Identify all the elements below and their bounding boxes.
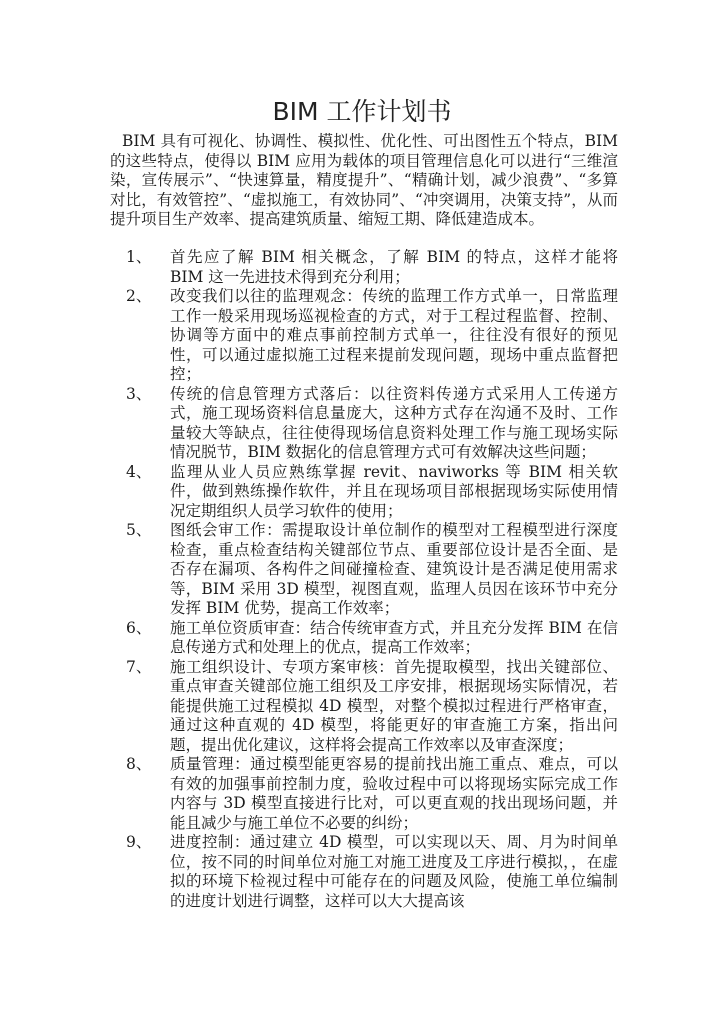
list-item xyxy=(110,385,618,463)
list-item-text: 图纸会审工作：需提取设计单位制作的模型对工程模型进行深度检查，重点检查结构关键部位节点、重要部位设计是否全面、是否存在漏项、各构件之间碰撞检查、建筑设计是否满足使用需求等，BIM 采用 3D 模型，视图直观，监理人员因在该环节中充分发挥 BIM 优势，提高工作效率； xyxy=(170,521,618,617)
list-item-number: 8、 xyxy=(126,755,152,773)
list-item-number: 6、 xyxy=(126,618,152,637)
list-item xyxy=(110,755,618,833)
list-item-text: 进度控制：通过建立 4D 模型，可以实现以天、周、月为时间单位，按不同的时间单位对施工对施工进度及工序进行模拟，，在虚拟的环境下检视过程中可能存在的问题及风险，使施工单位编制的进度计划进行调整，这样可以大大提高该 xyxy=(170,833,618,910)
list-item-text: 传统的信息管理方式落后：以往资料传递方式采用人工传递方式，施工现场资料信息量庞大，这种方式存在沟通不及时、工作量较大等缺点，往往使得现场信息资料处理工作与施工现场实际情况脱节，BIM 数据化的信息管理方式可有效解决这些问题； xyxy=(170,384,618,461)
list-item-number: 7、 xyxy=(126,657,152,676)
list-item-number: 1、 xyxy=(126,248,152,266)
list-item xyxy=(110,658,618,756)
list-item-text: 施工组织设计、专项方案审核：首先提取模型，找出关键部位、重点审查关键部位施工组织及工序安排，根据现场实际情况，若能提供施工过程模拟 4D 模型，对整个模拟过程进行严格审查，通过这种直观的 4D 模型，将能更好的审查施工方案，指出问题，提出优化建议，这样将会提高工作效率以及审查深度； xyxy=(170,657,618,754)
list-item-text: 监理从业人员应熟练掌握 revit、naviworks 等 BIM 相关软件，做到熟练操作软件，并且在现场项目部根据现场实际使用情况定期组织人员学习软件的使用； xyxy=(170,462,618,520)
list-item xyxy=(110,833,618,911)
list-item xyxy=(110,619,618,658)
list-item-number: 2、 xyxy=(126,287,152,305)
document-title: BIM 工作计划书 xyxy=(272,97,452,126)
list-item-text: 首先应了解 BIM 相关概念，了解 BIM 的特点，这样才能将 BIM 这一先进技术得到充分利用； xyxy=(170,248,618,286)
numbered-list xyxy=(110,248,618,911)
list-item xyxy=(110,463,618,522)
list-item-text: 改变我们以往的监理观念：传统的监理工作方式单一，日常监理工作一般采用现场巡视检查的方式，对于工程过程监督、控制、协调等方面中的难点事前控制方式单一，往往没有很好的预见性，可以通过虚拟施工过程来提前发现问题，现场中重点监督把控； xyxy=(170,287,618,383)
intro-paragraph: BIM 具有可视化、协调性、模拟性、优化性、可出图性五个特点，BIM 的这些特点，使得以 BIM 应用为载体的项目管理信息化可以进行“三维渲染，宣传展示”、“快速算量，精度提升”、“精确计划，减少浪费”、“多算对比，有效管控”、“虚拟施工，有效协同”、“冲突调用，决策支持”，从而提升项目生产效率、提高建筑质量、缩短工期、降低建造成本。 xyxy=(110,132,618,228)
list-item-text: 质量管理：通过模型能更容易的提前找出施工重点、难点，可以有效的加强事前控制力度，验收过程中可以将现场实际完成工作内容与 3D 模型直接进行比对，可以更直观的找出现场问题，并能且减少与施工单位不必要的纠纷； xyxy=(170,755,618,832)
list-item-text: 施工单位资质审查：结合传统审查方式，并且充分发挥 BIM 在信息传递方式和处理上的优点，提高工作效率； xyxy=(170,618,618,656)
list-item-number: 9、 xyxy=(126,833,152,851)
list-item-number: 3、 xyxy=(126,384,152,403)
list-item-number: 5、 xyxy=(126,521,152,539)
list-item xyxy=(110,248,618,287)
list-item xyxy=(110,287,618,385)
list-item-number: 4、 xyxy=(126,462,152,481)
list-item xyxy=(110,521,618,619)
